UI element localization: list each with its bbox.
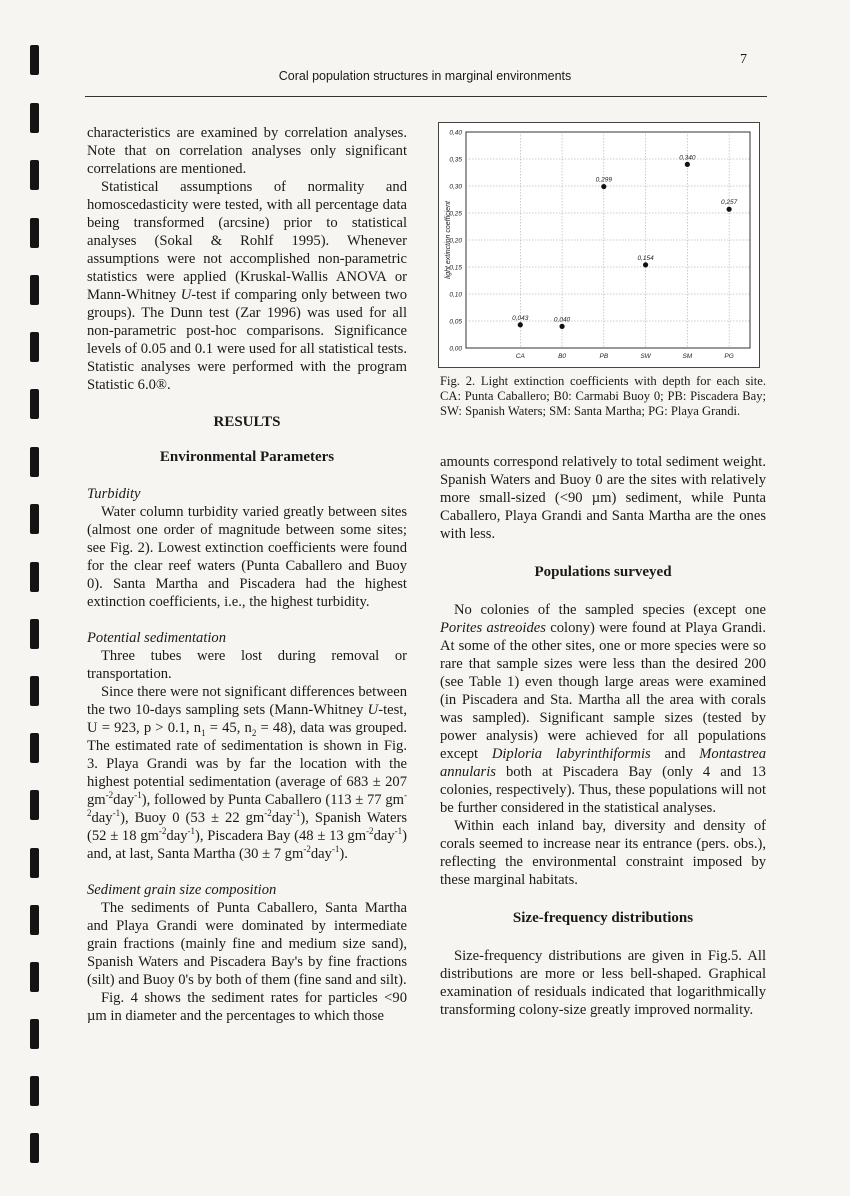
binding-hole: [30, 1133, 39, 1163]
species-name: Diploria labyrinthiformis: [491, 746, 651, 762]
paragraph-grain-size: The sediments of Punta Caballero, Santa Martha and Playa Grandi were dominated by intermediate grain fractions (mainly fine and medium size sand), Spanish Waters and Piscadera Bay's by fine fractions (silt) and Buoy 0's by both of them (fine sand and silt).: [87, 900, 407, 988]
binding-holes: [30, 0, 42, 1196]
y-tick-label: 0,35: [449, 156, 462, 164]
data-label: 0,040: [553, 316, 571, 324]
superscript: -1: [134, 790, 142, 801]
text: No colonies of the sampled species (except one: [454, 602, 766, 618]
paragraph: characteristics are examined by correlation analyses. Note that on correlation analyses only significant correlations are mentioned.: [87, 125, 407, 177]
paragraph-size-frequency: Size-frequency distributions are given in Fig.5. All distributions are more or less bell-shaped. Graphical examination of residuals indicated that logarithmically transforming colony-size greatly improved normality.: [440, 948, 766, 1018]
superscript: -2: [303, 844, 311, 855]
text: -test if comparing only between two groups). The Dunn test (Zar 1996) was used for all non-parametric post-hoc comparisons. Significance levels of 0.05 and 0.1 were used for all statistical tests. Statistic analyses were performed with the program Statistic 6.0®.: [87, 287, 407, 393]
text: both at Piscadera Bay (only 4 and 13 colonies, respectively). Thus, these populations will not be further considered in the statistical analyses.: [440, 764, 766, 816]
y-tick-label: 0,40: [449, 129, 462, 137]
x-tick-label: PB: [599, 353, 609, 360]
data-point: [727, 207, 732, 212]
superscript: -1: [292, 808, 301, 819]
superscript: -2: [105, 790, 114, 801]
italic-u: U: [367, 702, 379, 718]
binding-hole: [30, 504, 39, 534]
y-tick-label: 0,00: [449, 345, 462, 353]
text: day: [113, 792, 135, 808]
page-number: 7: [740, 52, 747, 67]
binding-hole: [30, 676, 39, 706]
data-point: [559, 324, 564, 329]
paragraph-populations: [440, 601, 766, 817]
text: ), followed by Punta Caballero (113 ± 77 gm: [141, 792, 404, 808]
binding-hole: [30, 905, 39, 935]
y-tick-label: 0,05: [449, 318, 462, 326]
x-tick-label: SW: [640, 353, 651, 360]
binding-hole: [30, 619, 39, 649]
paragraph-sedimentation: [87, 683, 407, 863]
x-tick-label: B0: [558, 353, 567, 360]
binding-hole: [30, 962, 39, 992]
figure-2-chart: [438, 122, 760, 368]
text: ), Piscadera Bay (48 ± 13 gm: [195, 828, 367, 844]
superscript: -2: [366, 826, 374, 837]
binding-hole: [30, 218, 39, 248]
paragraph-tubes: Three tubes were lost during removal or transportation.: [87, 648, 407, 682]
y-tick-label: 0,25: [449, 210, 462, 218]
binding-hole: [30, 848, 39, 878]
binding-hole: [30, 275, 39, 305]
superscript: -2: [264, 808, 272, 819]
binding-hole: [30, 562, 39, 592]
header-rule: [85, 96, 767, 97]
y-tick-label: 0,10: [449, 291, 462, 299]
binding-hole: [30, 103, 39, 133]
x-tick-label: CA: [515, 353, 525, 360]
species-name: Montastrea annularis: [440, 746, 766, 780]
text: -test, U = 923, p > 0.1, n: [87, 702, 407, 736]
chart-svg: [438, 122, 760, 368]
data-label: 0,299: [595, 176, 612, 184]
superscript: -1: [331, 844, 340, 855]
binding-hole: [30, 389, 39, 419]
superscript: -2: [87, 790, 407, 819]
left-column: [87, 124, 407, 1025]
text: Since there were not significant differences between the two 10-days sampling sets (Mann-Whitney: [87, 684, 407, 718]
text: ), Buoy 0 (53 ± 22 gm: [120, 810, 265, 826]
running-title: Coral population structures in marginal environments: [278, 69, 572, 83]
data-point: [518, 322, 523, 327]
data-point: [685, 162, 690, 167]
binding-hole: [30, 447, 39, 477]
populations-heading: Populations surveyed: [534, 564, 672, 580]
x-tick-label: SM: [682, 353, 693, 360]
binding-hole: [30, 1076, 39, 1106]
text: ), Spanish Waters (52 ± 18 gm: [87, 810, 407, 844]
paragraph-fig4: Fig. 4 shows the sediment rates for particles <90 µm in diameter and the percentages to which those: [87, 990, 407, 1024]
subscript: 1: [201, 727, 206, 738]
y-axis-label: light extinction coefficient: [445, 201, 452, 279]
y-tick-label: 0,20: [449, 237, 462, 245]
italic-u: U: [180, 287, 192, 303]
text: day: [373, 828, 395, 844]
caption-text: Fig. 2. Light extinction coefficients with depth for each site. CA: Punta Caballero; B0: Carmabi Buoy 0; PB: Piscadera Bay; SW: Spanish Waters; SM: Santa Martha; PG: Playa Grandi.: [440, 374, 766, 418]
y-tick-label: 0,15: [449, 264, 462, 272]
text: day: [310, 846, 332, 862]
text: and: [664, 746, 686, 762]
data-label: 0,043: [512, 314, 529, 322]
data-label: 0,154: [637, 254, 654, 262]
text: ).: [339, 846, 348, 862]
paragraph: amounts correspond relatively to total sediment weight. Spanish Waters and Buoy 0 are the sites with relatively more small-sized (<90 µm) sediment, while Punta Caballero, Playa Grandi and Santa Martha are the ones with less.: [440, 454, 766, 542]
binding-hole: [30, 160, 39, 190]
x-tick-label: PG: [724, 353, 734, 360]
size-frequency-heading: Size-frequency distributions: [512, 910, 694, 926]
text: Statistical assumptions of normality and homoscedasticity were tested, with all percentage data being transformed (arcsine) prior to statistical analyses (Sokal & Rohlf 1995). Whenever assumptions were not accomplished non-parametric statistics were applied (Kruskal-Wallis ANOVA or Mann-Whitney: [87, 179, 407, 303]
binding-hole: [30, 1019, 39, 1049]
turbidity-heading: Turbidity: [87, 486, 141, 502]
text: ) and, at last, Santa Martha (30 ± 7 gm: [87, 828, 408, 862]
text: colony) were found at Playa Grandi. At some of the other sites, one or more species were so rare that sample sizes were less than the desired 200 (see Table 1) even though large areas were examined (in Piscadera and Sta. Martha all the area with corals was sampled). Significant sample sizes (tested by power analysis) were achieved for all populations except: [440, 620, 766, 762]
text: day: [166, 828, 188, 844]
subscript: 2: [251, 727, 257, 738]
data-label: 0,257: [720, 199, 738, 207]
environmental-parameters-heading: Environmental Parameters: [159, 449, 335, 465]
figure-2-caption: [440, 374, 766, 419]
text: = 48), data was grouped. The estimated rate of sedimentation is shown in Fig. 3. Playa Grandi was by far the location with the highest potential sedimentation (average of 683 ± 207 gm: [87, 720, 408, 808]
right-column: [440, 453, 766, 1019]
paragraph-statistics: [87, 178, 407, 394]
sedimentation-heading: Potential sedimentation: [87, 630, 227, 646]
results-heading: RESULTS: [213, 414, 281, 430]
text: day: [91, 810, 113, 826]
binding-hole: [30, 790, 39, 820]
grain-size-heading: Sediment grain size composition: [87, 882, 277, 898]
data-label: 0,340: [679, 154, 696, 162]
paragraph-turbidity: Water column turbidity varied greatly between sites (almost one order of magnitude between some sites; see Fig. 2). Lowest extinction coefficients were found for the clear reef waters (Punta Caballero and Buoy 0). Santa Martha and Piscadera had the highest extinction coefficients, i.e., the highest turbidity.: [87, 504, 407, 610]
text: = 45, n: [205, 720, 252, 736]
binding-hole: [30, 332, 39, 362]
species-name: Porites astreoides: [440, 620, 546, 636]
paragraph-inland-bay: Within each inland bay, diversity and density of corals seemed to increase near its entrance (pers. obs.), reflecting the environmental constraint imposed by these marginal habitats.: [440, 818, 766, 888]
y-tick-label: 0,30: [449, 183, 462, 191]
superscript: -1: [187, 826, 195, 837]
superscript: -1: [394, 826, 403, 837]
binding-hole: [30, 733, 39, 763]
text: day: [271, 810, 293, 826]
data-point: [643, 262, 648, 267]
data-point: [601, 184, 606, 189]
superscript: -2: [158, 826, 167, 837]
superscript: -1: [112, 808, 121, 819]
